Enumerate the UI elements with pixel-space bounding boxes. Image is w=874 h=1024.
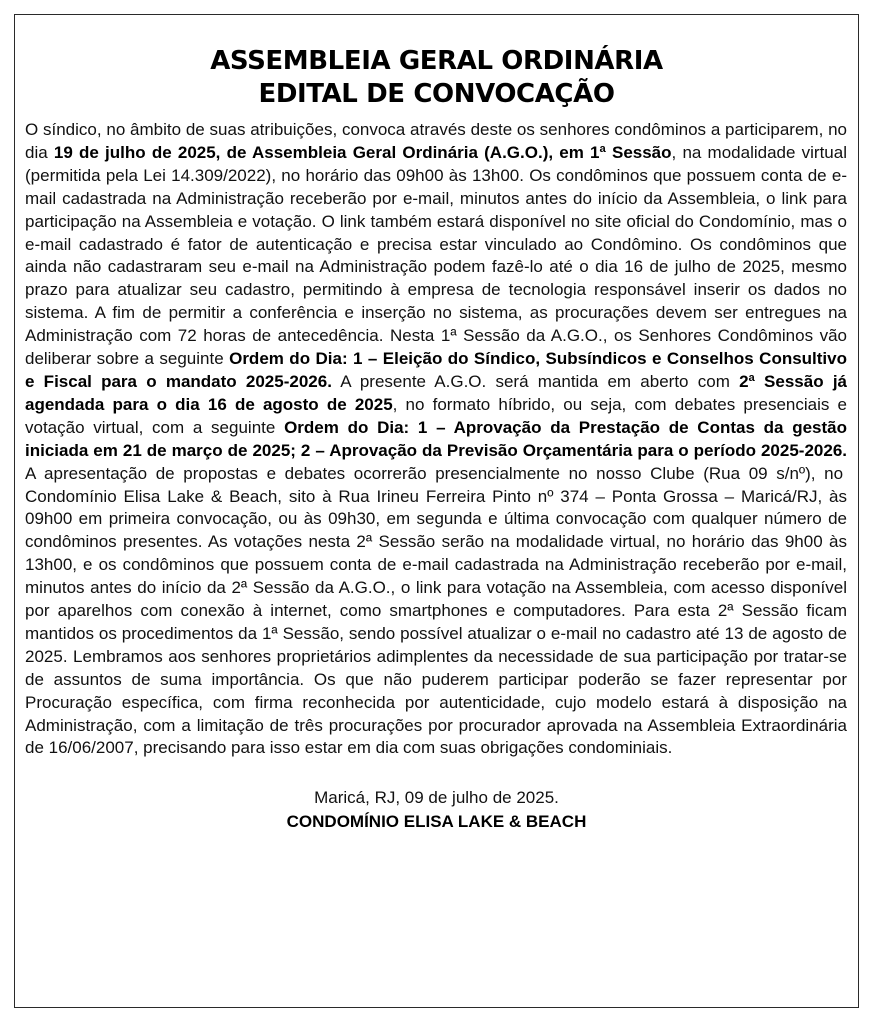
body-bold-date-session: 19 de julho de 2025, de Assembleia Geral Ordinária (A.G.O.), em 1ª Sessão xyxy=(53,142,672,162)
body-bold-agenda-2: Ordem do Dia: 1 – Aprovação da Prestação de Contas da gestão iniciada em 21 de março de 2025; 2 – Aprovação da Previsão Orçamentária para o período 2025-2026. xyxy=(25,417,847,460)
body-text-4: , no formato híbrido, ou seja, com debates presenciais e votação virtual, com a seguinte xyxy=(25,394,847,437)
notice-body xyxy=(25,119,847,760)
organization-name: CONDOMÍNIO ELISA LAKE & BEACH xyxy=(286,812,587,832)
notice-title xyxy=(15,45,858,111)
title-line-2: EDITAL DE CONVOCAÇÃO xyxy=(258,79,615,109)
body-text-2: , na modalidade virtual (permitida pela Lei 14.309/2022), no horário das 09h00 às 13h00. Os condôminos que possuem conta de e-mail cadastrada na Administração receberão por e-mail, minutos antes do início da Assembleia, o link para participação na Assembleia e votação. O link também estará disponível no site oficial do Condomínio, mas o e-mail cadastrado é fator de autenticação e precisa estar vinculado ao Condômino. Os condôminos que ainda não cadastraram seu e-mail na Administração podem fazê-lo até o dia 16 de julho de 2025, mesmo prazo para atualizar seu cadastro, permitindo à empresa de tecnologia responsável inserir os dados no sistema. A fim de permitir a conferência e inserção no sistema, as procurações devem ser entregues na Administração com 72 horas de antecedência. Nesta 1ª Sessão da A.G.O., os Senhores Condôminos vão deliberar sobre a seguinte xyxy=(25,142,847,369)
signature-block xyxy=(15,786,858,834)
place-date: Maricá, RJ, 09 de julho de 2025. xyxy=(314,788,559,808)
body-text-1: O síndico, no âmbito de suas atribuições, convoca através deste os senhores condôminos a participarem, no dia xyxy=(25,120,847,162)
body-bold-agenda-1: Ordem do Dia: 1 – Eleição do Síndico, Subsíndicos e Conselhos Consultivo e Fiscal para o mandato 2025-2026. xyxy=(25,349,847,391)
body-bold-second-session: 2ª Sessão já agendada para o dia 16 de agosto de 2025 xyxy=(25,371,847,414)
title-line-1: ASSEMBLEIA GERAL ORDINÁRIA xyxy=(210,46,663,76)
body-text-5: A apresentação de propostas e debates ocorrerão presencialmente no nosso Clube (Rua 09 s/nº), no Condomínio Elisa Lake & Beach, sito à Rua Irineu Ferreira Pinto nº 374 – Ponta Grossa – Maricá/RJ, às 09h00 em primeira convocação, ou às 09h30, em segunda e última convocação com qualquer número de condôminos presentes. As votações nesta 2ª Sessão serão na modalidade virtual, no horário das 9h00 às 13h00, e os condôminos que possuem conta de e-mail cadastrada na Administração receberão por e-mail, minutos antes do início da 2ª Sessão da A.G.O., o link para votação na Assembleia, com acesso disponível por aparelhos com conexão à internet, como smartphones e computadores. Para esta 2ª Sessão ficam mantidos os procedimentos da 1ª Sessão, sendo possível atualizar o e-mail no cadastro até 13 de agosto de 2025. Lembramos aos senhores proprietários adimplentes da necessidade de sua participação por tratar-se de assuntos de suma importância. Os que não puderem participar poderão se fazer representar por Procuração específica, com firma reconhecida por autenticidade, cujo modelo estará à disposição na Administração, com a limitação de três procurações por procurador aprovada na Assembleia Extraordinária de 16/06/2007, precisando para isso estar em dia com suas obrigações condominiais. xyxy=(25,463,847,758)
body-text-3: A presente A.G.O. será mantida em aberto com xyxy=(331,371,740,391)
notice-frame xyxy=(14,14,859,1008)
